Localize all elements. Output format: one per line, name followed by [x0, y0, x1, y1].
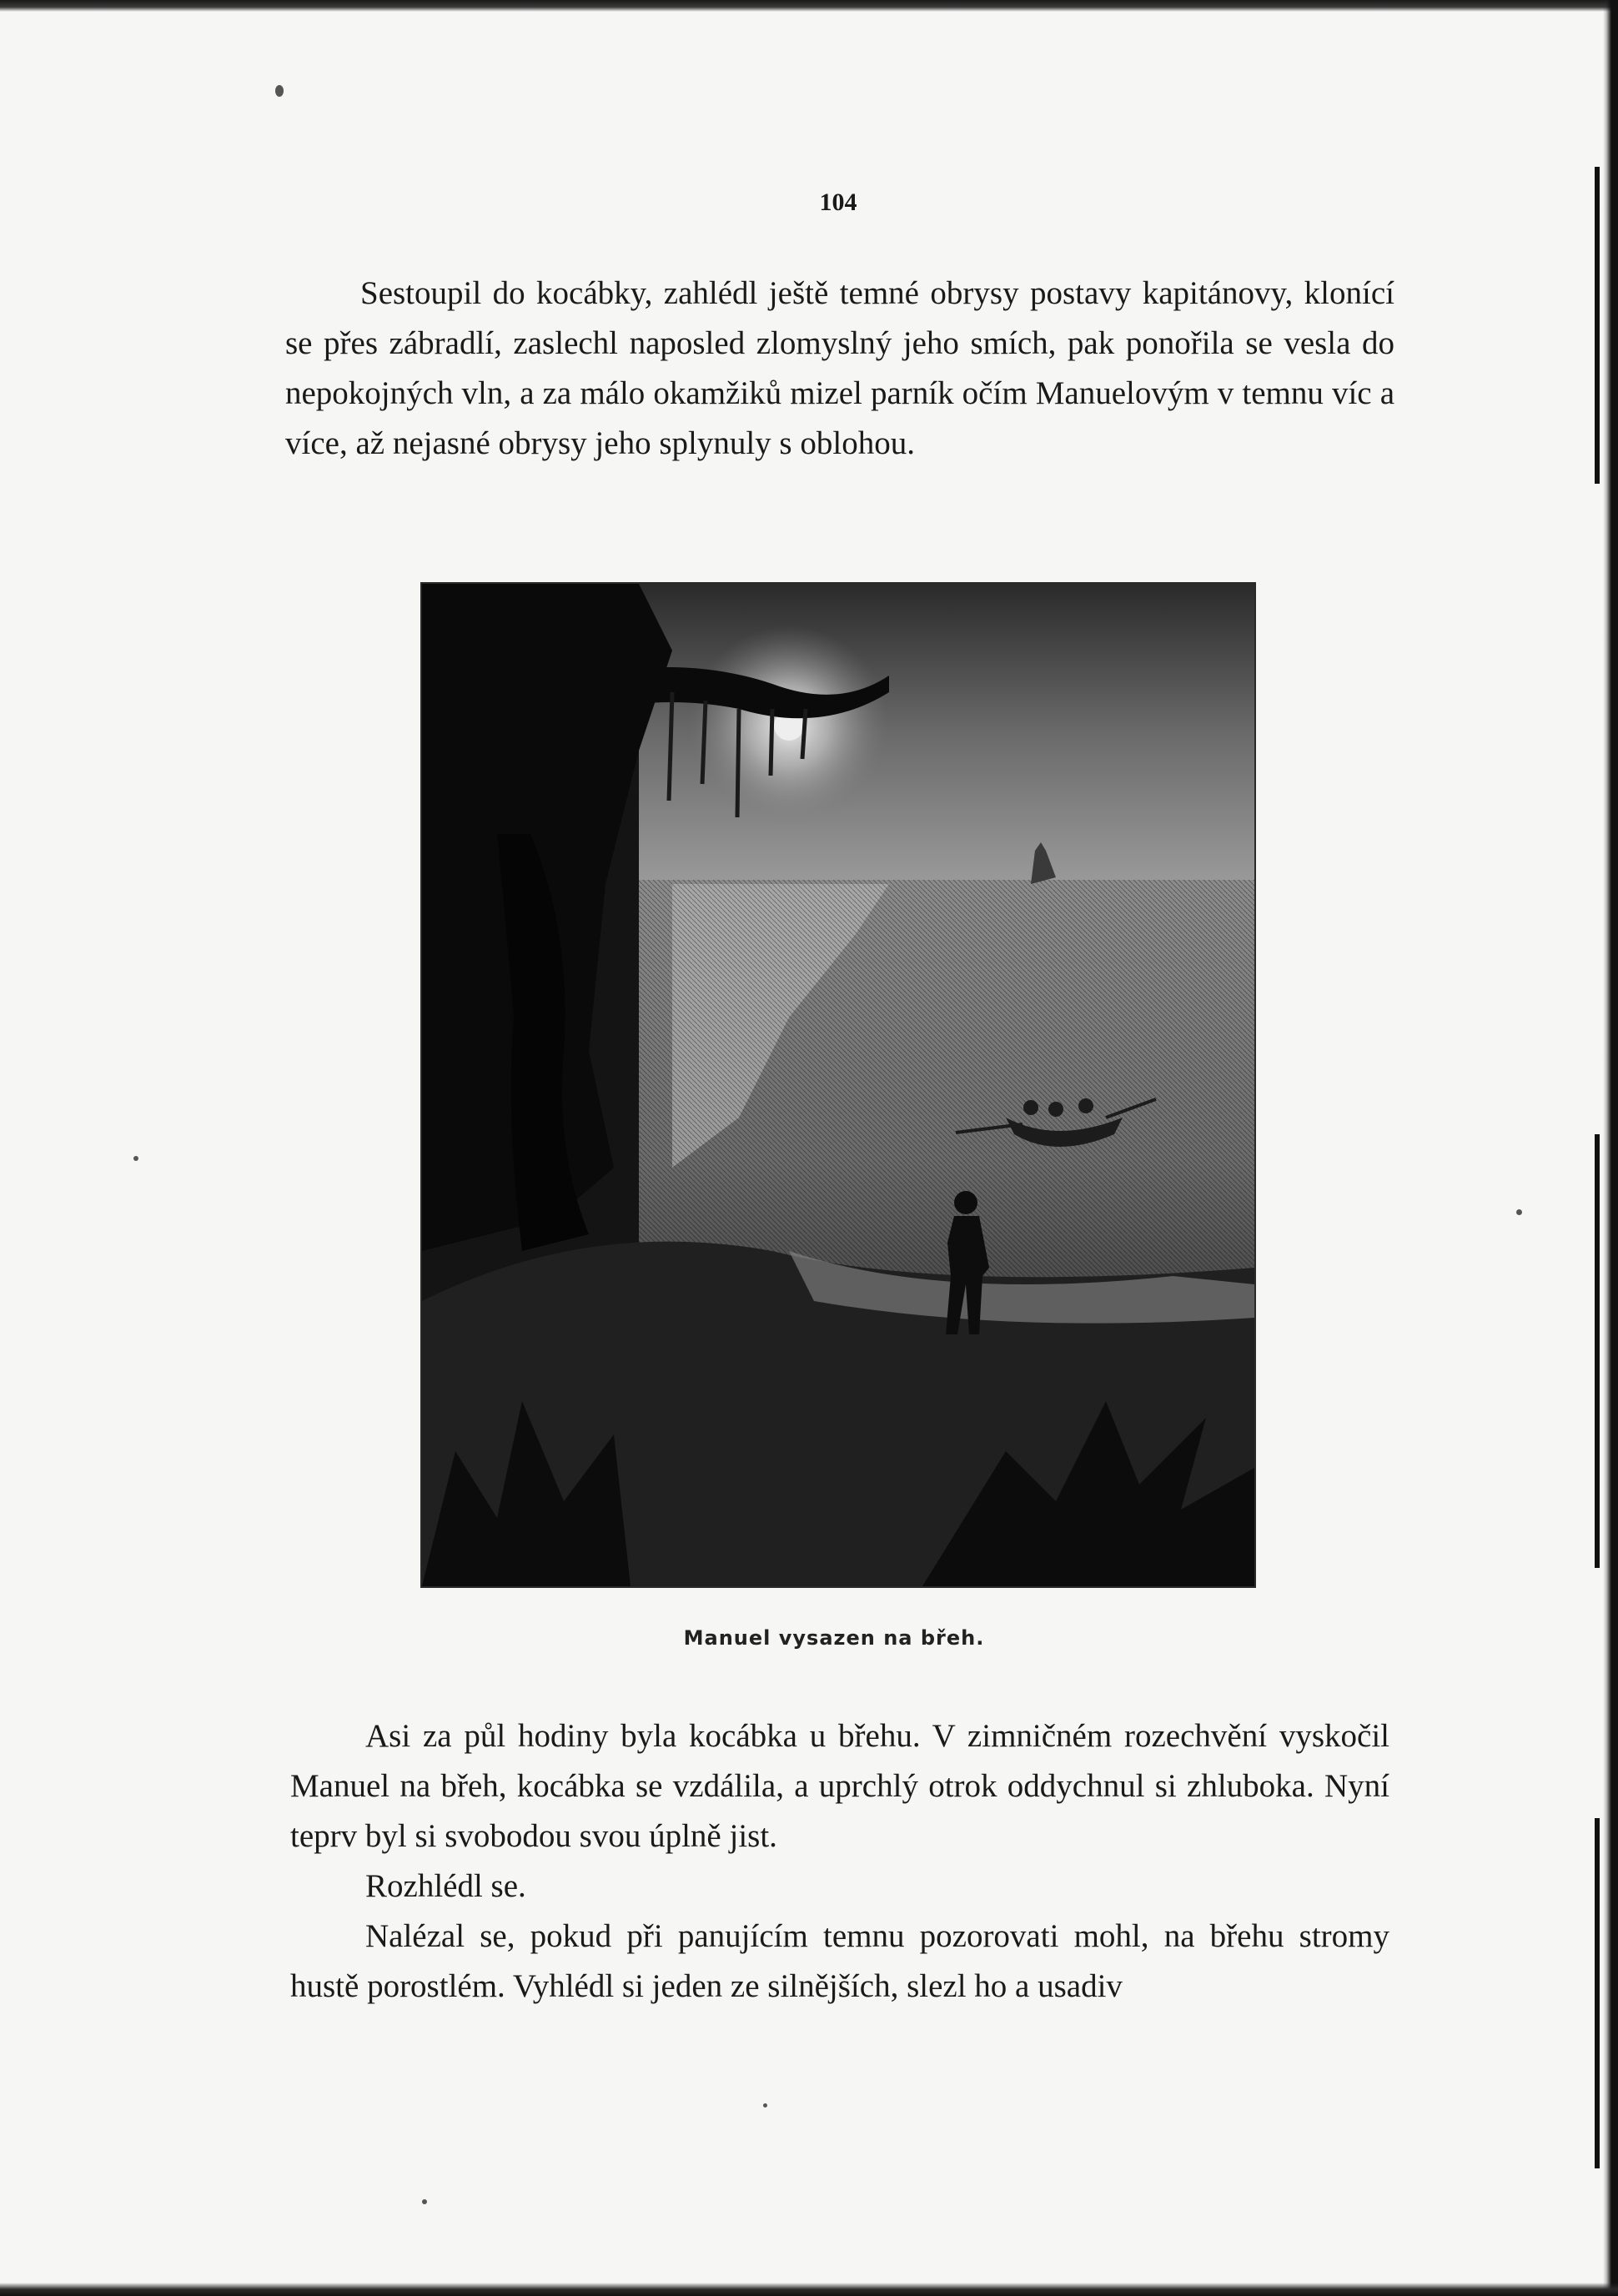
- boat-figure: [1023, 1100, 1038, 1115]
- illustration-caption: Manuel vysazen na břeh.: [683, 1626, 985, 1650]
- scan-speck: [133, 1156, 138, 1161]
- boat-figure: [1048, 1102, 1063, 1117]
- engraving-illustration-icon: [422, 584, 1254, 1586]
- paragraph-text: Asi za půl hodiny byla kocábka u břehu. V zimničném rozechvění vyskočil Manuel na břeh, kocábka se vzdálila, a uprchlý otrok oddychnul si zhluboka. Nyní teprv byl si svobodou svou úplně jist.: [290, 1718, 1389, 1854]
- scan-speck: [1516, 1209, 1522, 1215]
- scan-bottom-edge: [0, 2283, 1618, 2296]
- manuel-head: [954, 1191, 977, 1214]
- scan-right-edge: [1603, 0, 1618, 2296]
- binding-mark: [1595, 1134, 1600, 1568]
- page-number: 104: [819, 188, 857, 216]
- top-paragraph: [285, 269, 1394, 469]
- paragraph-text: Nalézal se, pokud při panujícím temnu pozorovati mohl, na břehu stromy hustě porostlém. Vyhlédl si jeden ze silnějších, slezl ho a usadiv: [290, 1918, 1389, 2004]
- scan-speck: [422, 2199, 427, 2204]
- boat-figure: [1078, 1098, 1093, 1113]
- paragraph-text: Rozhlédl se.: [365, 1868, 526, 1904]
- paragraph-text: Sestoupil do kocábky, zahlédl ještě temné obrysy postavy kapitánovy, klonící se přes zábradlí, zaslechl naposled zlomyslný jeho smích, pak ponořila se vesla do nepokojných vln, a za málo okamžiků mizel parník očím Manuelovým v temnu víc a více, až nejasné obrysy jeho splynuly s oblohou.: [285, 275, 1394, 461]
- binding-mark: [1595, 1818, 1600, 2168]
- scan-top-edge: [0, 0, 1618, 12]
- scan-speck: [763, 2103, 767, 2108]
- scan-speck: [275, 85, 284, 97]
- bottom-paragraphs: [290, 1711, 1389, 2012]
